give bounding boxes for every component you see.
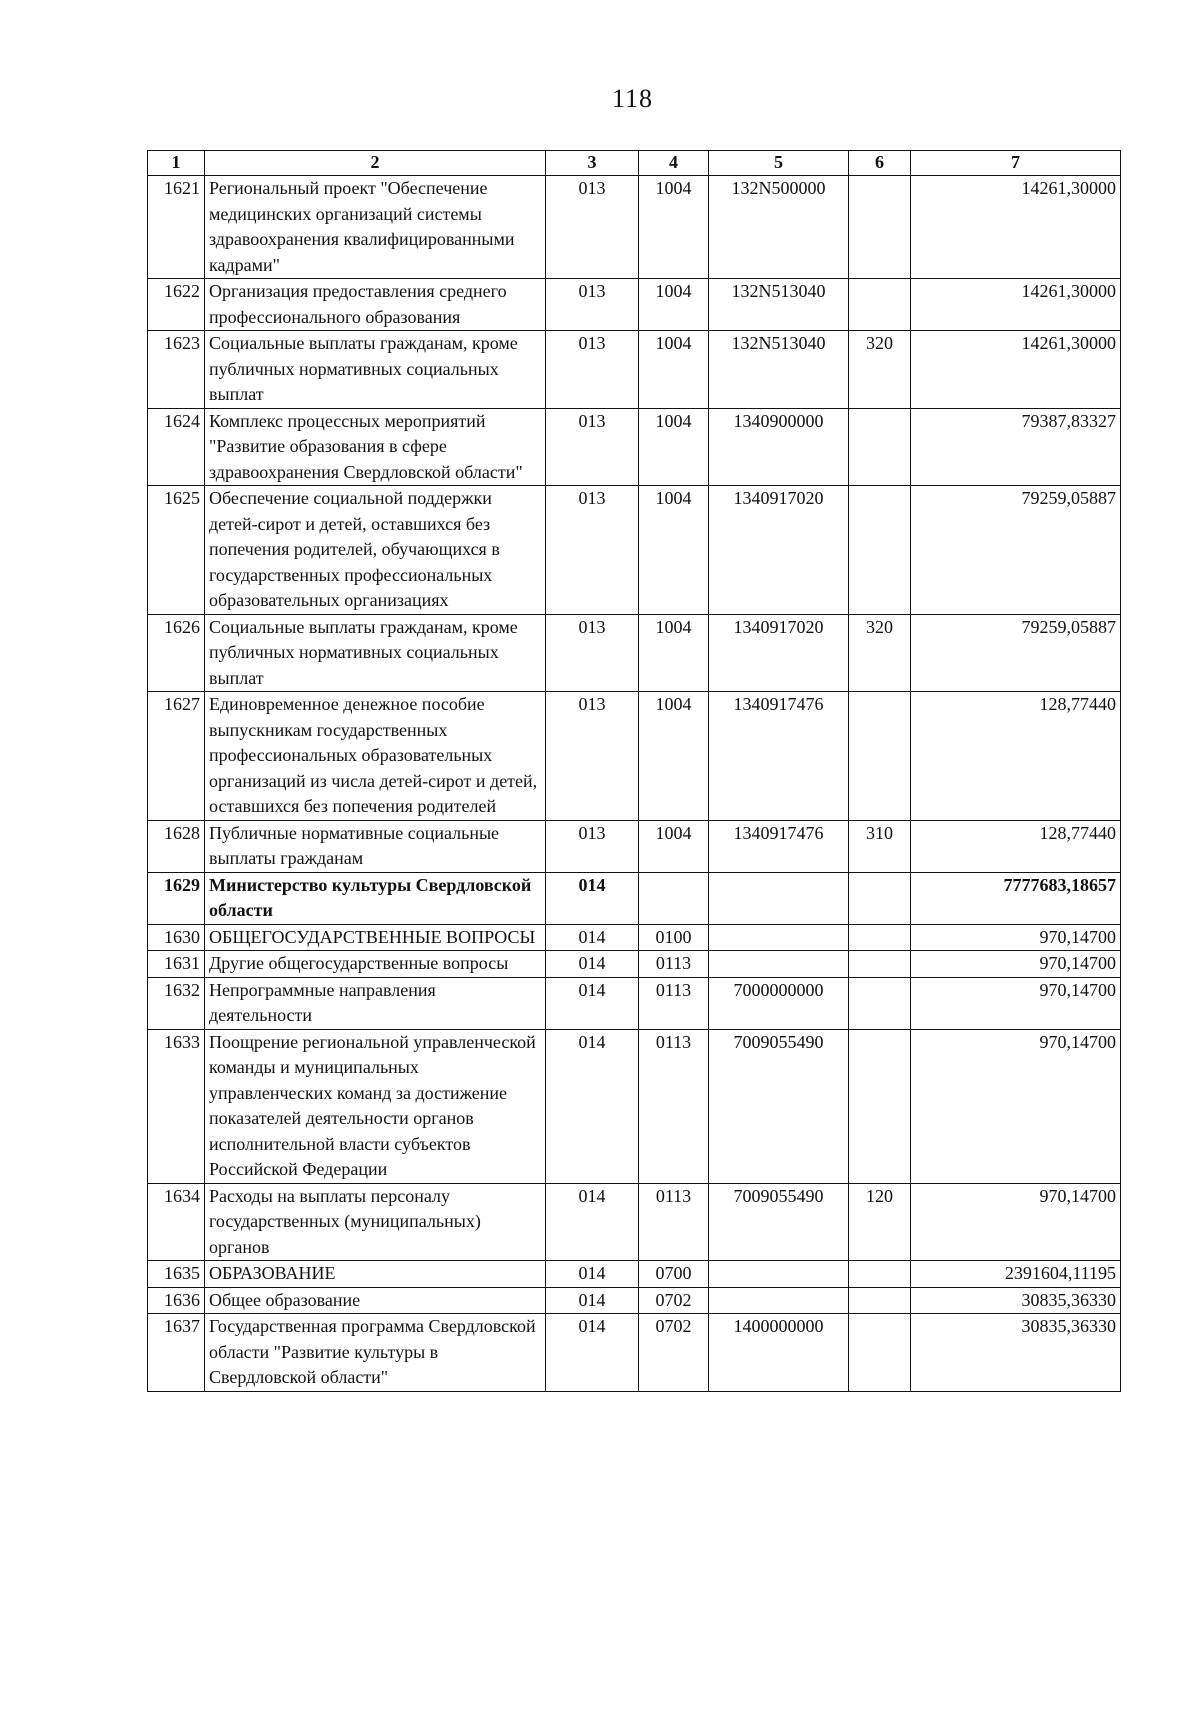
column-header: 1 bbox=[148, 151, 205, 176]
table-row bbox=[148, 176, 1121, 279]
column-header: 5 bbox=[709, 151, 849, 176]
table-row bbox=[148, 1314, 1121, 1392]
section-code-cell: 0113 bbox=[639, 977, 709, 1029]
expense-type-cell bbox=[849, 176, 911, 279]
row-name-cell: Социальные выплаты гражданам, кроме публичных нормативных социальных выплат bbox=[205, 614, 546, 692]
row-name-cell: Непрограммные направления деятельности bbox=[205, 977, 546, 1029]
target-article-cell: 1340917020 bbox=[709, 614, 849, 692]
row-name-cell: Расходы на выплаты персоналу государственных (муниципальных) органов bbox=[205, 1183, 546, 1261]
header-row bbox=[148, 151, 1121, 176]
amount-cell: 970,14700 bbox=[911, 951, 1121, 978]
expense-type-cell: 310 bbox=[849, 820, 911, 872]
section-code-cell: 0113 bbox=[639, 951, 709, 978]
row-number-cell: 1622 bbox=[148, 279, 205, 331]
table-body bbox=[148, 176, 1121, 1392]
section-code-cell: 0700 bbox=[639, 1261, 709, 1288]
amount-cell: 79259,05887 bbox=[911, 486, 1121, 615]
section-code-cell: 0702 bbox=[639, 1314, 709, 1392]
row-name-cell: Обеспечение социальной поддержки детей-сирот и детей, оставшихся без попечения родителей, обучающихся в государственных профессиональных образовательных организациях bbox=[205, 486, 546, 615]
table-row bbox=[148, 1183, 1121, 1261]
row-number-cell: 1630 bbox=[148, 924, 205, 951]
expense-type-cell bbox=[849, 951, 911, 978]
amount-cell: 79259,05887 bbox=[911, 614, 1121, 692]
section-code-cell: 1004 bbox=[639, 176, 709, 279]
row-name-cell: Единовременное денежное пособие выпускникам государственных профессиональных образовательных организаций из числа детей-сирот и детей, оставшихся без попечения родителей bbox=[205, 692, 546, 821]
row-name-cell: ОБЩЕГОСУДАРСТВЕННЫЕ ВОПРОСЫ bbox=[205, 924, 546, 951]
amount-cell: 970,14700 bbox=[911, 1183, 1121, 1261]
row-name-cell: ОБРАЗОВАНИЕ bbox=[205, 1261, 546, 1288]
row-name-cell: Социальные выплаты гражданам, кроме публичных нормативных социальных выплат bbox=[205, 331, 546, 409]
expense-type-cell bbox=[849, 1261, 911, 1288]
expense-type-cell bbox=[849, 924, 911, 951]
expense-type-cell bbox=[849, 1314, 911, 1392]
ministry-code-cell: 013 bbox=[546, 486, 639, 615]
section-code-cell: 1004 bbox=[639, 692, 709, 821]
row-number-cell: 1636 bbox=[148, 1287, 205, 1314]
amount-cell: 30835,36330 bbox=[911, 1314, 1121, 1392]
target-article-cell: 1400000000 bbox=[709, 1314, 849, 1392]
amount-cell: 14261,30000 bbox=[911, 176, 1121, 279]
target-article-cell: 1340900000 bbox=[709, 408, 849, 486]
expense-type-cell bbox=[849, 692, 911, 821]
amount-cell: 79387,83327 bbox=[911, 408, 1121, 486]
row-number-cell: 1635 bbox=[148, 1261, 205, 1288]
ministry-code-cell: 013 bbox=[546, 614, 639, 692]
section-code-cell: 0113 bbox=[639, 1029, 709, 1183]
table-row bbox=[148, 951, 1121, 978]
target-article-cell bbox=[709, 1261, 849, 1288]
expense-type-cell bbox=[849, 1029, 911, 1183]
row-number-cell: 1632 bbox=[148, 977, 205, 1029]
target-article-cell bbox=[709, 1287, 849, 1314]
section-code-cell: 1004 bbox=[639, 486, 709, 615]
row-number-cell: 1624 bbox=[148, 408, 205, 486]
row-name-cell: Министерство культуры Свердловской области bbox=[205, 872, 546, 924]
amount-cell: 7777683,18657 bbox=[911, 872, 1121, 924]
table-row bbox=[148, 331, 1121, 409]
table-row bbox=[148, 279, 1121, 331]
row-name-cell: Организация предоставления среднего профессионального образования bbox=[205, 279, 546, 331]
target-article-cell: 7009055490 bbox=[709, 1183, 849, 1261]
row-name-cell: Публичные нормативные социальные выплаты гражданам bbox=[205, 820, 546, 872]
row-number-cell: 1626 bbox=[148, 614, 205, 692]
section-code-cell: 1004 bbox=[639, 614, 709, 692]
table-row bbox=[148, 692, 1121, 821]
ministry-code-cell: 014 bbox=[546, 1261, 639, 1288]
ministry-code-cell: 014 bbox=[546, 1029, 639, 1183]
amount-cell: 970,14700 bbox=[911, 924, 1121, 951]
budget-table bbox=[147, 150, 1121, 1392]
table-row bbox=[148, 977, 1121, 1029]
amount-cell: 2391604,11195 bbox=[911, 1261, 1121, 1288]
amount-cell: 128,77440 bbox=[911, 820, 1121, 872]
row-number-cell: 1631 bbox=[148, 951, 205, 978]
expense-type-cell bbox=[849, 408, 911, 486]
section-code-cell: 1004 bbox=[639, 279, 709, 331]
table-row bbox=[148, 820, 1121, 872]
amount-cell: 14261,30000 bbox=[911, 331, 1121, 409]
target-article-cell bbox=[709, 924, 849, 951]
ministry-code-cell: 013 bbox=[546, 176, 639, 279]
section-code-cell: 1004 bbox=[639, 331, 709, 409]
row-number-cell: 1629 bbox=[148, 872, 205, 924]
table-row bbox=[148, 924, 1121, 951]
expense-type-cell bbox=[849, 279, 911, 331]
target-article-cell: 132N513040 bbox=[709, 331, 849, 409]
expense-type-cell bbox=[849, 1287, 911, 1314]
table-row bbox=[148, 1287, 1121, 1314]
target-article-cell: 132N513040 bbox=[709, 279, 849, 331]
target-article-cell: 1340917476 bbox=[709, 692, 849, 821]
target-article-cell bbox=[709, 951, 849, 978]
section-code-cell bbox=[639, 872, 709, 924]
row-name-cell: Другие общегосударственные вопросы bbox=[205, 951, 546, 978]
table-row bbox=[148, 486, 1121, 615]
row-name-cell: Региональный проект "Обеспечение медицинских организаций системы здравоохранения квалифицированными кадрами" bbox=[205, 176, 546, 279]
row-number-cell: 1621 bbox=[148, 176, 205, 279]
amount-cell: 128,77440 bbox=[911, 692, 1121, 821]
row-name-cell: Поощрение региональной управленческой команды и муниципальных управленческих команд за достижение показателей деятельности органов исполнительной власти субъектов Российской Федерации bbox=[205, 1029, 546, 1183]
row-number-cell: 1627 bbox=[148, 692, 205, 821]
ministry-code-cell: 014 bbox=[546, 1183, 639, 1261]
table-row bbox=[148, 408, 1121, 486]
row-name-cell: Государственная программа Свердловской области "Развитие культуры в Свердловской области" bbox=[205, 1314, 546, 1392]
amount-cell: 970,14700 bbox=[911, 1029, 1121, 1183]
expense-type-cell: 320 bbox=[849, 614, 911, 692]
amount-cell: 970,14700 bbox=[911, 977, 1121, 1029]
ministry-code-cell: 013 bbox=[546, 331, 639, 409]
target-article-cell bbox=[709, 872, 849, 924]
row-number-cell: 1633 bbox=[148, 1029, 205, 1183]
ministry-code-cell: 014 bbox=[546, 924, 639, 951]
expense-type-cell bbox=[849, 872, 911, 924]
section-code-cell: 1004 bbox=[639, 408, 709, 486]
ministry-code-cell: 013 bbox=[546, 820, 639, 872]
row-name-cell: Общее образование bbox=[205, 1287, 546, 1314]
ministry-code-cell: 014 bbox=[546, 1287, 639, 1314]
column-header: 4 bbox=[639, 151, 709, 176]
section-code-cell: 0113 bbox=[639, 1183, 709, 1261]
ministry-code-cell: 014 bbox=[546, 951, 639, 978]
section-code-cell: 1004 bbox=[639, 820, 709, 872]
amount-cell: 14261,30000 bbox=[911, 279, 1121, 331]
expense-type-cell bbox=[849, 977, 911, 1029]
ministry-code-cell: 014 bbox=[546, 977, 639, 1029]
page-number: 118 bbox=[611, 84, 654, 113]
ministry-code-cell: 014 bbox=[546, 872, 639, 924]
expense-type-cell: 320 bbox=[849, 331, 911, 409]
column-header: 6 bbox=[849, 151, 911, 176]
row-number-cell: 1634 bbox=[148, 1183, 205, 1261]
row-number-cell: 1637 bbox=[148, 1314, 205, 1392]
table-row bbox=[148, 872, 1121, 924]
target-article-cell: 132N500000 bbox=[709, 176, 849, 279]
column-header: 3 bbox=[546, 151, 639, 176]
column-header: 2 bbox=[205, 151, 546, 176]
target-article-cell: 1340917476 bbox=[709, 820, 849, 872]
target-article-cell: 7009055490 bbox=[709, 1029, 849, 1183]
table-row bbox=[148, 1029, 1121, 1183]
ministry-code-cell: 013 bbox=[546, 408, 639, 486]
column-header: 7 bbox=[911, 151, 1121, 176]
expense-type-cell bbox=[849, 486, 911, 615]
section-code-cell: 0702 bbox=[639, 1287, 709, 1314]
row-number-cell: 1623 bbox=[148, 331, 205, 409]
target-article-cell: 1340917020 bbox=[709, 486, 849, 615]
ministry-code-cell: 013 bbox=[546, 279, 639, 331]
row-name-cell: Комплекс процессных мероприятий "Развитие образования в сфере здравоохранения Свердловской области" bbox=[205, 408, 546, 486]
row-number-cell: 1628 bbox=[148, 820, 205, 872]
ministry-code-cell: 013 bbox=[546, 692, 639, 821]
section-code-cell: 0100 bbox=[639, 924, 709, 951]
target-article-cell: 7000000000 bbox=[709, 977, 849, 1029]
ministry-code-cell: 014 bbox=[546, 1314, 639, 1392]
amount-cell: 30835,36330 bbox=[911, 1287, 1121, 1314]
table-row bbox=[148, 1261, 1121, 1288]
row-number-cell: 1625 bbox=[148, 486, 205, 615]
expense-type-cell: 120 bbox=[849, 1183, 911, 1261]
table-row bbox=[148, 614, 1121, 692]
